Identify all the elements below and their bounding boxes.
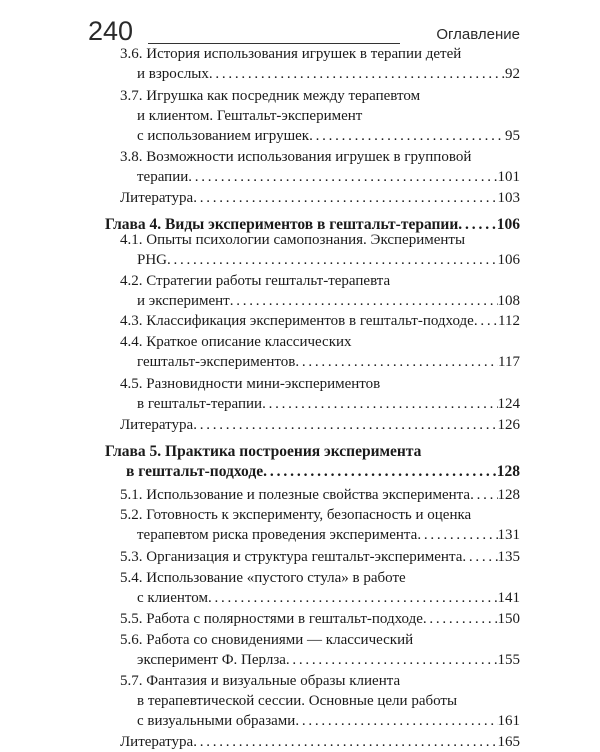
toc-line bbox=[120, 485, 520, 505]
page-number: 240 bbox=[88, 16, 134, 46]
dot-leader bbox=[209, 64, 505, 84]
toc-entry-text: 5.5. Работа с полярностями в гештальт-подходе bbox=[120, 611, 423, 627]
toc-page-number: 126 bbox=[497, 417, 520, 433]
toc-entry-text: 3.6. История использования игрушек в терапии детей bbox=[120, 46, 462, 62]
toc-entry-text: Литература bbox=[120, 417, 194, 433]
toc-page-number: 141 bbox=[497, 590, 520, 606]
toc-entry-text: терапевтом риска проведения эксперимента bbox=[137, 527, 418, 543]
toc-line bbox=[120, 671, 400, 691]
toc-page-number: 103 bbox=[497, 190, 520, 206]
toc-line bbox=[120, 547, 520, 567]
toc-page-number: 106 bbox=[497, 252, 520, 268]
toc-entry-text: эксперимент Ф. Перлза bbox=[137, 652, 286, 668]
dot-leader bbox=[230, 291, 498, 311]
toc-line bbox=[120, 332, 352, 352]
dot-leader bbox=[262, 394, 497, 414]
toc-line bbox=[120, 147, 471, 167]
toc-line bbox=[120, 230, 465, 250]
toc-page-number: 165 bbox=[497, 734, 520, 750]
toc-page-number: 112 bbox=[498, 313, 520, 329]
dot-leader bbox=[286, 650, 498, 670]
toc-entry-text: с визуальными образами bbox=[137, 713, 296, 729]
toc-line bbox=[137, 126, 520, 146]
toc-line bbox=[120, 311, 520, 331]
toc-entry-text: в гештальт-терапии bbox=[137, 396, 263, 412]
toc-entry-text: Литература bbox=[120, 734, 194, 750]
toc-page-number: 92 bbox=[505, 66, 520, 82]
toc-entry-text: PHG bbox=[137, 252, 168, 268]
toc-entry-text: 5.2. Готовность к эксперименту, безопасность и оценка bbox=[120, 507, 472, 523]
toc-page-number: 155 bbox=[497, 652, 520, 668]
toc-line bbox=[105, 442, 421, 462]
toc-line bbox=[137, 64, 520, 84]
toc-line bbox=[120, 271, 390, 291]
toc-line bbox=[137, 588, 520, 608]
toc-page-number: 95 bbox=[505, 128, 520, 144]
toc-page-number: 108 bbox=[497, 293, 520, 309]
dot-leader bbox=[295, 711, 497, 731]
dot-leader bbox=[470, 485, 497, 505]
toc-line bbox=[120, 505, 471, 525]
running-title: Оглавление bbox=[436, 26, 520, 43]
toc-line bbox=[137, 167, 520, 187]
dot-leader bbox=[417, 525, 497, 545]
toc-entry-text: Глава 5. Практика построения эксперимента bbox=[105, 443, 422, 460]
toc-line bbox=[137, 691, 457, 711]
dot-leader bbox=[423, 609, 498, 629]
toc-entry-text: и взрослых bbox=[137, 66, 209, 82]
toc-entry-text: 5.7. Фантазия и визуальные образы клиента bbox=[120, 673, 401, 689]
toc-entry-text: 4.2. Стратегии работы гештальт-терапевта bbox=[120, 273, 391, 289]
toc-entry-text: 5.1. Использование и полезные свойства эксперимента bbox=[120, 487, 471, 503]
toc-line bbox=[120, 374, 380, 394]
toc-entry-text: 5.4. Использование «пустого стула» в работе bbox=[120, 570, 406, 586]
toc-page-number: 135 bbox=[497, 549, 520, 565]
toc-line bbox=[120, 44, 461, 64]
toc-entry-text: в терапевтической сессии. Основные цели работы bbox=[137, 693, 458, 709]
toc-entry-text: в гештальт-подходе bbox=[126, 463, 264, 480]
toc-line bbox=[137, 525, 520, 545]
toc-page-number: 128 bbox=[497, 487, 520, 503]
dot-leader bbox=[208, 588, 498, 608]
dot-leader bbox=[193, 188, 497, 208]
toc-page-number: 131 bbox=[497, 527, 520, 543]
toc-page-number: 150 bbox=[497, 611, 520, 627]
toc-entry-text: и эксперимент bbox=[137, 293, 230, 309]
toc-entry-text: 3.8. Возможности использования игрушек в групповой bbox=[120, 149, 472, 165]
dot-leader bbox=[474, 311, 498, 331]
toc-entry-text: 4.3. Классификация экспериментов в гештальт-подходе bbox=[120, 313, 474, 329]
toc-page-number: 161 bbox=[497, 713, 520, 729]
toc-line bbox=[120, 732, 520, 752]
toc-page-number: 124 bbox=[497, 396, 520, 412]
toc-entry-text: 5.3. Организация и структура гештальт-эксперимента bbox=[120, 549, 463, 565]
toc-entry-text: Литература bbox=[120, 190, 194, 206]
toc-entry-text: терапии bbox=[137, 169, 189, 185]
toc-line bbox=[120, 630, 413, 650]
dot-leader bbox=[462, 547, 497, 567]
toc-line bbox=[120, 415, 520, 435]
dot-leader bbox=[188, 167, 497, 187]
toc-entry-text: с клиентом bbox=[137, 590, 208, 606]
toc-entry-text: 5.6. Работа со сновидениями — классический bbox=[120, 632, 414, 648]
toc-entry-text: с использованием игрушек bbox=[137, 128, 310, 144]
toc-entry-text: 4.5. Разновидности мини-экспериментов bbox=[120, 376, 381, 392]
dot-leader bbox=[193, 415, 497, 435]
toc-line bbox=[120, 188, 520, 208]
dot-leader bbox=[295, 352, 498, 372]
toc-line bbox=[137, 352, 520, 372]
dot-leader bbox=[263, 462, 497, 482]
dot-leader bbox=[167, 250, 497, 270]
toc-line bbox=[120, 568, 406, 588]
toc-line bbox=[137, 250, 520, 270]
toc-line bbox=[120, 86, 420, 106]
dot-leader bbox=[309, 126, 505, 146]
toc-page-number: 128 bbox=[496, 463, 520, 480]
toc-entry-text: и клиентом. Гештальт-эксперимент bbox=[137, 108, 363, 124]
toc-entry-text: 3.7. Игрушка как посредник между терапевтом bbox=[120, 88, 421, 104]
toc-line bbox=[137, 394, 520, 414]
toc-entry-text: 4.4. Краткое описание классических bbox=[120, 334, 352, 350]
toc-page-number: 117 bbox=[498, 354, 520, 370]
toc-line bbox=[120, 609, 520, 629]
toc-line bbox=[137, 711, 520, 731]
dot-leader bbox=[193, 732, 497, 752]
toc-line bbox=[137, 291, 520, 311]
toc-line bbox=[137, 106, 362, 126]
toc-entry-text: 4.1. Опыты психологии самопознания. Эксперименты bbox=[120, 232, 466, 248]
toc-page-number: 101 bbox=[497, 169, 520, 185]
toc-entry-text: Глава 4. Виды экспериментов в гештальт-терапии bbox=[105, 216, 459, 233]
toc-page-number: 106 bbox=[496, 216, 520, 233]
toc-line bbox=[126, 462, 520, 482]
toc-entry-text: гештальт-экспериментов bbox=[137, 354, 296, 370]
toc-line bbox=[137, 650, 520, 670]
